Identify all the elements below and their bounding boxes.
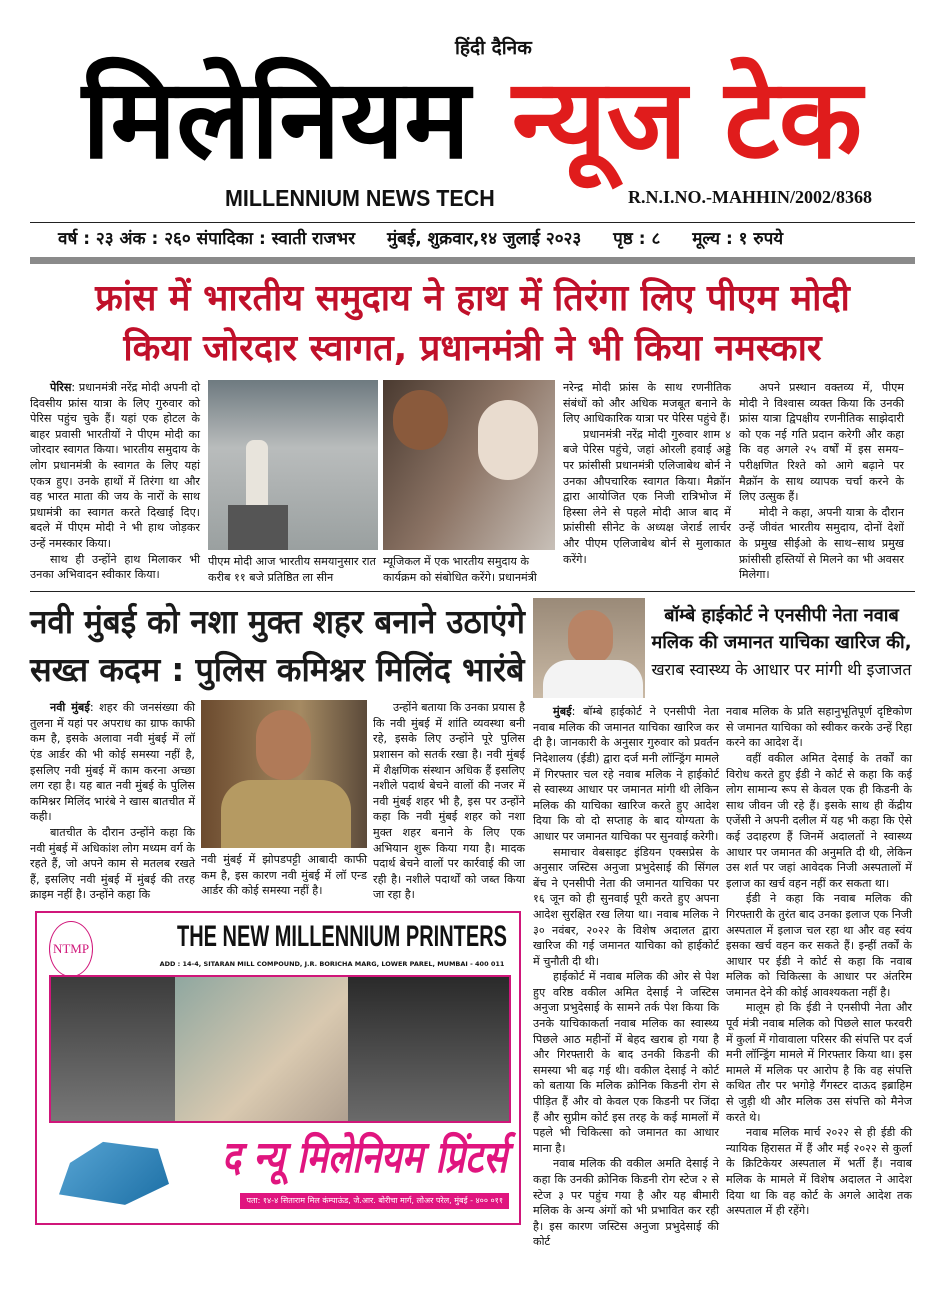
story2-headline-line2: सख्त कदम : पुलिस कमिश्नर मिलिंद भारंबे <box>30 650 525 690</box>
story3-headline <box>651 598 912 683</box>
divider <box>30 591 915 592</box>
photo-caption-2: म्यूजिकल में एक भारतीय समुदाय के कार्यक्रम को संबोधित करेंगे। प्रधानमंत्री <box>383 555 537 584</box>
paragraph: नरेन्द्र मोदी फ्रांस के साथ रणनीतिक संबंधों को और अधिक मजबूत बनाने के लिए आधिकारिक यात्रा पर पेरिस पहुंचे हैं। <box>563 381 731 426</box>
story2-col3 <box>373 700 525 903</box>
paragraph: समाचार वेबसाइट इंडियन एक्सप्रेस के अनुसार जस्टिस अनुजा प्रभुदेसाई की सिंगल बेंच ने एनसीपी नेता की जमानत याचिका पर १६ जून को ही सुनवाई पूरी करते हुए अपना आदेश सुरक्षित रख लिया था। नवाब मलिक ने ३० नवंबर, २०२२ के विशेष अदालत द्वारा खारिज की गई जमानत याचिका को हाईकोर्ट में चुनौती दी थी। <box>533 845 719 968</box>
ad-address-hindi: पता: १४-४ सिताराम मिल कंम्पाऊंड, जे.आर. बोरीचा मार्ग, लोअर परेल, मुंबई - ४०० ०११ <box>240 1193 509 1209</box>
printers-advertisement <box>35 911 521 1225</box>
ad-address: ADD : 14-4, SITARAN MILL COMPOUND, J.R. BORICHA MARG, LOWER PAREL, MUMBAI - 400 011 <box>159 959 505 968</box>
ntmp-logo: NTMP <box>49 921 93 977</box>
story3-subheadline: खराब स्वास्थ्य के आधार पर मांगी थी इजाजत <box>651 660 912 680</box>
story1-headline-line1: फ्रांस में भारतीय समुदाय ने हाथ में तिरंगा लिए पीएम मोदी <box>95 278 850 319</box>
story2-body <box>30 700 525 903</box>
story-dateline: मुंबई <box>553 705 572 719</box>
paragraph: नवाब मलिक के प्रति सहानुभूतिपूर्ण दृष्टिकोण से जमानत याचिका को स्वीकर करके उन्हें रिहा करने का आदेश दें। <box>726 705 912 750</box>
story2-headline-line1: नवी मुंबई को नशा मुक्त शहर बनाने उठाएंगे <box>30 602 525 642</box>
story3-col2 <box>726 704 912 1219</box>
paragraph: : शहर की जनसंख्या की तुलना में यहां पर अपराध का ग्राफ काफी कम है, इसके अलावा नवी मुंबई में लॉ एंड आर्डर की भी कोई समस्या नहीं है, इसलिए नवी मुंबई में काम करना अच्छा लग रहा है। यह बात नवी मुंबई के पुलिस कमिश्नर मिलिंद भारंबे ने खास बातचीत में कही। <box>30 701 195 824</box>
masthead <box>0 0 945 222</box>
ad-title-hindi: द न्यू मिलेनियम प्रिंटर्स <box>222 1131 508 1183</box>
volume-editor: वर्ष : २३ अंक : २६० संपादिका : स्वाती राजभर <box>58 229 356 249</box>
story3-body <box>533 704 912 1250</box>
masthead-title-red: न्यूज टेक <box>512 55 863 183</box>
paragraph: हाईकोर्ट में नवाब मलिक की ओर से पेश हुए वरिष्ठ वकील अमित देसाई ने जस्टिस अनुजा प्रभुदेसाई के सामने तर्क पेश किया कि उनके याचिकाकर्ता नवाब मलिक का स्वास्थ्य पिछले आठ महीनों में बेहद खराब हो गया है और गिरफ्तारी के बाद उनकी किडनी की समस्या भी बढ़ गई थी। वकील देसाई ने कोर्ट को बताया कि मलिक क्रोनिक किडनी रोग से पीड़ित हैं और वो केवल एक किडनी पर जिंदा हैं और सुप्रीम कोर्ट इस तरह के कई मामलों में पहले भी चिकित्सा को जमानत का आधार माना है। <box>533 970 719 1155</box>
story-dateline: नवी मुंबई <box>50 701 90 715</box>
paragraph: वहीं वकील अमित देसाई के तर्कों का विरोध करते हुए ईडी ने कोर्ट से कहा कि कई लोग सामान्य रूप से केवल एक ही किडनी के साथ जीवन जी रहे हैं। इसके साथ ही केंद्रीय एजेंसी ने अपनी दलील में यह भी कहा कि ऐसे कई उदाहरण हैं जिनमें अदालतों ने स्वास्थ्य आधार पर जमानत की अनुमति दी थी, लेकिन उस शर्त पर जहां आवेदक निजी अस्पतालों में इलाज का खर्च वहन नहीं कर सकता था। <box>726 751 912 890</box>
ad-photo <box>51 977 175 1121</box>
paragraph: : प्रधानमंत्री नरेंद्र मोदी अपनी दो दिवसीय फ्रांस यात्रा के लिए गुरुवार को पेरिस पहुंच चुके हैं। यहां एक होटल के बाहर प्रवासी भारतीयों ने पीएम मोदी का जोरदार स्वागत किया। भारतीय समुदाय के लोग प्रधानमंत्री के स्वागत के लिए यहां एकत्र हुए। उनके हाथों में तिरंगा था और वह भारत माता की जय के नारों के साथ प्रधामंत्री का स्वागत करते दिखाई दिए। बदले में पीएम मोदी ने भी हाथ जोड़कर उन्हें नमस्कार किया। <box>30 381 200 550</box>
photo-police-commissioner <box>201 700 367 848</box>
story1-headline-line2: किया जोरदार स्वागत, प्रधानमंत्री ने भी किया नमस्कार <box>123 328 822 369</box>
paragraph: साथ ही उन्होंने हाथ मिलाकर भी उनका अभिवादन स्वीकार किया। <box>30 552 200 582</box>
ad-title: THE NEW MILLENNIUM PRINTERS <box>177 919 507 953</box>
story1-col3 <box>563 380 731 567</box>
divider <box>30 257 915 264</box>
paragraph: अपने प्रस्थान वक्तव्य में, पीएम मोदी ने विश्वास व्यक्त किया कि उनकी फ्रांस यात्रा द्विपक्षीय रणनीतिक साझेदारी को एक नई गति प्रदान करेगी और कहा कि वह अगले २५ वर्षों में इस समय–परीक्षणित रिश्ते को आगे बढ़ाने पर मैक्रॉन के साथ व्यापक चर्चा करने के लिए उत्सुक हैं। <box>739 381 904 504</box>
masthead-tagline: हिंदी दैनिक <box>455 37 532 59</box>
paragraph: प्रधानमंत्री नरेंद्र मोदी गुरुवार शाम ४ बजे पेरिस पहुंचे, जहां ओरली हवाई अड्डे पर फ्रांसीसी प्रधानमंत्री एलिजाबेथ बोर्न ने उनका औपचारिक स्वागत किया। मैक्रॉन द्वारा आयोजित एक निजी रात्रिभोज में हिस्सा लेने से पहले मोदी आज बाद में फ्रांसीसी सीनेट के अध्यक्ष जेरार्ड लार्चर और पीएम एलिजाबेथ बोर्न से मुलाकात करेंगे। <box>563 427 731 566</box>
story2-col1 <box>30 700 195 903</box>
printing-machine-image <box>59 1135 169 1205</box>
price: मूल्य : १ रुपये <box>692 229 784 249</box>
story3-headline-line1: बॉम्बे हाईकोर्ट ने एनसीपी नेता नवाब <box>664 605 899 627</box>
photo-modi-community <box>383 380 555 550</box>
story-dateline: पेरिस <box>50 381 72 394</box>
paragraph: ईडी ने कहा कि नवाब मलिक की गिरफ्तारी के तुरंत बाद उनका इलाज एक निजी अस्पताल में इलाज चल रहा था और वह स्वंय इसका खर्च वहन कर सकते हैं। इन्हीं तर्कों के आधार पर ईडी ने कोर्ट से कहा कि नवाब मलिक को चिकित्सा के आधार पर अंतरिम जमानत देने की कोई आवश्यकता नहीं है। <box>726 892 912 999</box>
story1-col4 <box>739 380 904 583</box>
masthead-title-black: मिलेनियम <box>82 55 470 183</box>
story3-col1 <box>533 704 719 1250</box>
photo-caption-1: पीएम मोदी आज भारतीय समयानुसार रात करीब ११ बजे प्रतिष्ठित ला सीन <box>208 555 376 584</box>
story1-col1 <box>30 380 200 583</box>
place-date: मुंबई, शुक्रवार,१४ जुलाई २०२३ <box>386 229 582 249</box>
paragraph: मोदी ने कहा, अपनी यात्रा के दौरान उन्हें जीवंत भारतीय समुदाय, दोनों देशों के प्रमुख सीईओ के साथ–साथ प्रमुख फ्रांसीसी हस्तियों से मिलने का भी अवसर मिलेगा। <box>739 505 904 582</box>
paragraph: नवाब मलिक मार्च २०२२ से ही ईडी की न्यायिक हिरासत में हैं और मई २०२२ से कुर्ला के क्रिटिकेयर अस्पताल में भर्ती हैं। नवाब मलिक के मामले में विशेष अदालत ने आदेश दिया था कि वह कोर्ट के अगले आदेश तक अस्पताल में ही रहेंगे। <box>726 1126 912 1218</box>
ad-photo <box>348 977 509 1121</box>
story3-headline-line2: मलिक की जमानत याचिका खारिज की, <box>651 632 912 654</box>
paragraph: मालूम हो कि ईडी ने एनसीपी नेता और पूर्व मंत्री नवाब मलिक को पिछले साल फरवरी में कुर्ला में गोवावाला परिसर की संपत्ति पर दर्ज मनी लॉन्ड्रिंग मामले में गिरफ्तार किया था। इस मामले में मलिक पर आरोप है कि वह संपत्ति कथित तौर पर भगोड़े गैंगस्टर दाऊद इब्राहिम से जुड़ी थी और मलिक उस संपत्ति को मैनेज करते थे। <box>726 1001 912 1124</box>
paragraph: : बॉम्बे हाईकोर्ट ने एनसीपी नेता नवाब मलिक की जमानत याचिका खारिज कर दी है। जानकारी के अनुसार गुरुवार को प्रवर्तन निदेशालय (ईडी) द्वारा दर्ज मनी लॉन्ड्रिंग मामले में गिरफ्तार चल रहे नवाब मलिक ने हाईकोर्ट से स्वास्थ्य आधार पर जमानत मांगी थी लेकिन मलिक की याचिका खारिज करते हुए आदेश दिया कि वो दो सप्ताह के बाद योग्यता के आधार पर जमानत याचिका पर सुनवाई करेगी। <box>533 705 719 843</box>
paragraph: उन्होंने बताया कि उनका प्रयास है कि नवी मुंबई में शांति व्यवस्था बनी रहे, इसके लिए उन्होंने पूरे पुलिस प्रशासन को सतर्क रखा है। नवी मुंबई में शैक्षणिक संस्थान अधिक हैं इसलिए नशीले पदार्थ बेचने वालों की नजर में नवी मुंबई शहर भी है, इस पर उन्होंने कहा कि नवी मुंबई शहर को नशा मुक्त शहर बनाने के लिए एक अभियान शुरू किया गया है। मादक पदार्थ बेचने वालों पर कार्रवाई की जा रही है। नशीले पदार्थों को जब्त किया जा रहा है। <box>373 701 525 902</box>
ad-photo-strip <box>49 975 511 1123</box>
rni-number: R.N.I.NO.-MAHHIN/2002/8368 <box>628 187 872 207</box>
story1-body <box>30 380 915 585</box>
ad-photo <box>175 977 348 1121</box>
masthead-english-name: MILLENNIUM NEWS TECH <box>225 185 495 211</box>
paragraph: बातचीत के दौरान उन्होंने कहा कि नवी मुंबई में अधिकांश लोग मध्यम वर्ग के रहते हैं, जो अपने काम से मतलब रखते हैं, इसलिए नवी मुंबई में मुंबई की तरह क्राइम नहीं है। उन्होंने कहा कि <box>30 825 195 902</box>
photo-modi-arrival <box>208 380 378 550</box>
paragraph: नवाब मलिक की वकील अमति देसाई ने कहा कि उनकी क्रोनिक किडनी रोग स्टेज २ से स्टेज ३ पर पहुंच गया है और यह बीमारी मलिक के अन्य अंगों को भी प्रभावित कर रही है। इस कारण जस्टिस अनुजा प्रभुदेसाई की कोर्ट <box>533 1157 719 1249</box>
lower-section <box>30 598 915 1250</box>
page-number: पृष्ठ : ८ <box>613 229 661 249</box>
photo-nawab-malik <box>533 598 645 698</box>
dateline-bar <box>30 223 915 255</box>
photo-caption: नवी मुंबई में झोपडपट्टी आबादी काफी कम है, इस कारण नवी मुंबई में लॉ एन्ड आर्डर की कोई समस्या नहीं है। <box>201 853 367 898</box>
